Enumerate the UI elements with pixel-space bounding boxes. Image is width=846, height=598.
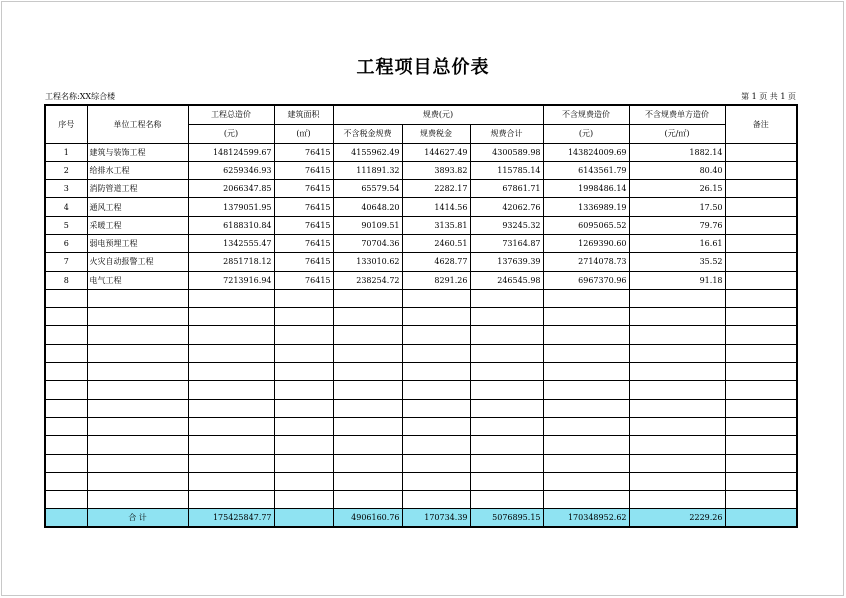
empty-cell xyxy=(402,326,470,344)
cell-fee-tax: 2460.51 xyxy=(402,234,470,252)
cell-cost-excl-fee: 6095065.52 xyxy=(543,216,629,234)
empty-cell xyxy=(274,326,333,344)
empty-cell xyxy=(188,454,274,472)
empty-cell xyxy=(87,363,188,381)
cell-cost-excl-fee: 1336989.19 xyxy=(543,198,629,216)
empty-cell xyxy=(274,399,333,417)
cell-unit-cost: 16.61 xyxy=(629,234,725,252)
empty-cell xyxy=(188,308,274,326)
empty-cell xyxy=(45,472,87,490)
header-cost-excl-fee: 不含规费造价 xyxy=(543,105,629,124)
empty-cell xyxy=(274,417,333,435)
empty-cell xyxy=(87,491,188,509)
empty-cell xyxy=(45,436,87,454)
empty-cell xyxy=(629,417,725,435)
cell-total-cost: 2851718.12 xyxy=(188,253,274,271)
cell-remark xyxy=(725,198,797,216)
empty-row xyxy=(45,436,797,454)
empty-cell xyxy=(725,308,797,326)
total-label: 合 计 xyxy=(87,509,188,527)
empty-cell xyxy=(543,399,629,417)
empty-cell xyxy=(333,381,402,399)
cell-area: 76415 xyxy=(274,253,333,271)
cell-seq: 7 xyxy=(45,253,87,271)
project-name: 工程名称:XX综合楼 xyxy=(45,92,116,101)
empty-cell xyxy=(274,308,333,326)
empty-cell xyxy=(333,308,402,326)
empty-cell xyxy=(470,399,543,417)
empty-cell xyxy=(470,472,543,490)
cell-fee-tax: 144627.49 xyxy=(402,143,470,161)
cell-remark xyxy=(725,234,797,252)
empty-cell xyxy=(402,417,470,435)
cell-unit-cost: 1882.14 xyxy=(629,143,725,161)
empty-cell xyxy=(543,344,629,362)
empty-cell xyxy=(188,363,274,381)
empty-cell xyxy=(188,417,274,435)
empty-cell xyxy=(402,399,470,417)
empty-cell xyxy=(543,326,629,344)
empty-cell xyxy=(470,454,543,472)
empty-cell xyxy=(629,491,725,509)
cell-name: 火灾自动报警工程 xyxy=(87,253,188,271)
cell-cost-excl-fee: 6967370.96 xyxy=(543,271,629,289)
total-fee-tax: 170734.39 xyxy=(402,509,470,527)
empty-row xyxy=(45,326,797,344)
cell-name: 消防管道工程 xyxy=(87,180,188,198)
empty-cell xyxy=(188,399,274,417)
cell-total-cost: 6188310.84 xyxy=(188,216,274,234)
empty-cell xyxy=(629,436,725,454)
empty-cell xyxy=(188,436,274,454)
empty-row xyxy=(45,344,797,362)
cell-unit-cost: 80.40 xyxy=(629,161,725,179)
cell-unit-cost: 17.50 xyxy=(629,198,725,216)
cell-cost-excl-fee: 1998486.14 xyxy=(543,180,629,198)
cell-fee-total: 42062.76 xyxy=(470,198,543,216)
cell-remark xyxy=(725,271,797,289)
table-row xyxy=(45,143,797,161)
empty-cell xyxy=(45,308,87,326)
cell-name: 给排水工程 xyxy=(87,161,188,179)
cell-fee-excl-tax: 4155962.49 xyxy=(333,143,402,161)
total-fee-excl-tax: 4906160.76 xyxy=(333,509,402,527)
cell-total-cost: 148124599.67 xyxy=(188,143,274,161)
header-seq: 序号 xyxy=(45,105,87,143)
empty-cell xyxy=(470,326,543,344)
cell-area: 76415 xyxy=(274,271,333,289)
header-fee-tax: 规费税金 xyxy=(402,124,470,143)
cell-fee-total: 67861.71 xyxy=(470,180,543,198)
cell-seq: 4 xyxy=(45,198,87,216)
total-cost-excl-fee: 170348952.62 xyxy=(543,509,629,527)
empty-cell xyxy=(45,417,87,435)
table-row xyxy=(45,234,797,252)
empty-cell xyxy=(274,454,333,472)
empty-cell xyxy=(725,454,797,472)
cell-seq: 3 xyxy=(45,180,87,198)
empty-row xyxy=(45,381,797,399)
empty-cell xyxy=(274,491,333,509)
header-name: 单位工程名称 xyxy=(87,105,188,143)
cost-table xyxy=(44,104,798,528)
empty-cell xyxy=(333,454,402,472)
empty-cell xyxy=(725,436,797,454)
empty-cell xyxy=(188,326,274,344)
empty-cell xyxy=(470,289,543,307)
header-area: 建筑面积 xyxy=(274,105,333,124)
cell-total-cost: 7213916.94 xyxy=(188,271,274,289)
total-row xyxy=(45,509,797,527)
table-row xyxy=(45,271,797,289)
empty-cell xyxy=(470,363,543,381)
empty-cell xyxy=(402,363,470,381)
empty-cell xyxy=(333,491,402,509)
cell-fee-tax: 1414.56 xyxy=(402,198,470,216)
empty-row xyxy=(45,363,797,381)
empty-cell xyxy=(470,344,543,362)
empty-cell xyxy=(402,454,470,472)
empty-cell xyxy=(87,454,188,472)
empty-cell xyxy=(402,472,470,490)
empty-cell xyxy=(629,363,725,381)
empty-cell xyxy=(543,454,629,472)
cell-cost-excl-fee: 2714078.73 xyxy=(543,253,629,271)
empty-cell xyxy=(725,363,797,381)
cell-name: 弱电预埋工程 xyxy=(87,234,188,252)
empty-cell xyxy=(274,344,333,362)
empty-cell xyxy=(333,472,402,490)
header-total-cost: 工程总造价 xyxy=(188,105,274,124)
cell-unit-cost: 91.18 xyxy=(629,271,725,289)
total-unit-cost: 2229.26 xyxy=(629,509,725,527)
cell-total-cost: 2066347.85 xyxy=(188,180,274,198)
cell-name: 建筑与装饰工程 xyxy=(87,143,188,161)
cell-fee-total: 4300589.98 xyxy=(470,143,543,161)
empty-cell xyxy=(87,344,188,362)
empty-cell xyxy=(333,289,402,307)
cell-name: 采暖工程 xyxy=(87,216,188,234)
empty-cell xyxy=(45,381,87,399)
empty-cell xyxy=(470,417,543,435)
empty-cell xyxy=(87,472,188,490)
total-remark xyxy=(725,509,797,527)
table-row xyxy=(45,253,797,271)
cell-unit-cost: 79.76 xyxy=(629,216,725,234)
empty-cell xyxy=(333,417,402,435)
empty-row xyxy=(45,472,797,490)
cell-fee-excl-tax: 40648.20 xyxy=(333,198,402,216)
cell-seq: 6 xyxy=(45,234,87,252)
empty-cell xyxy=(87,417,188,435)
cell-fee-tax: 4628.77 xyxy=(402,253,470,271)
empty-row xyxy=(45,289,797,307)
empty-row xyxy=(45,417,797,435)
cell-fee-excl-tax: 238254.72 xyxy=(333,271,402,289)
empty-cell xyxy=(543,417,629,435)
empty-cell xyxy=(470,436,543,454)
cell-fee-tax: 3135.81 xyxy=(402,216,470,234)
cell-remark xyxy=(725,161,797,179)
empty-cell xyxy=(470,491,543,509)
empty-row xyxy=(45,399,797,417)
header-fees: 规费(元) xyxy=(333,105,543,124)
empty-cell xyxy=(87,399,188,417)
empty-cell xyxy=(725,326,797,344)
empty-row xyxy=(45,454,797,472)
cell-area: 76415 xyxy=(274,161,333,179)
empty-cell xyxy=(543,363,629,381)
empty-cell xyxy=(402,308,470,326)
empty-cell xyxy=(188,289,274,307)
empty-cell xyxy=(725,344,797,362)
total-seq xyxy=(45,509,87,527)
cell-cost-excl-fee: 1269390.60 xyxy=(543,234,629,252)
header-fee-excl-tax: 不含税金规费 xyxy=(333,124,402,143)
empty-cell xyxy=(188,381,274,399)
empty-row xyxy=(45,308,797,326)
empty-cell xyxy=(274,363,333,381)
cell-fee-excl-tax: 111891.32 xyxy=(333,161,402,179)
empty-cell xyxy=(45,363,87,381)
empty-cell xyxy=(543,491,629,509)
total-cost: 175425847.77 xyxy=(188,509,274,527)
empty-cell xyxy=(333,436,402,454)
header-cost-excl-fee-unit: (元) xyxy=(543,124,629,143)
table-row xyxy=(45,161,797,179)
cell-fee-excl-tax: 90109.51 xyxy=(333,216,402,234)
cell-area: 76415 xyxy=(274,234,333,252)
empty-cell xyxy=(45,344,87,362)
empty-cell xyxy=(45,399,87,417)
empty-cell xyxy=(629,344,725,362)
empty-cell xyxy=(629,381,725,399)
header-unit-cost: 不含规费单方造价 xyxy=(629,105,725,124)
cell-name: 通风工程 xyxy=(87,198,188,216)
empty-cell xyxy=(543,472,629,490)
empty-cell xyxy=(87,381,188,399)
empty-cell xyxy=(188,344,274,362)
empty-cell xyxy=(543,436,629,454)
cell-area: 76415 xyxy=(274,198,333,216)
cell-fee-total: 93245.32 xyxy=(470,216,543,234)
cell-unit-cost: 26.15 xyxy=(629,180,725,198)
cell-area: 76415 xyxy=(274,143,333,161)
cell-unit-cost: 35.52 xyxy=(629,253,725,271)
empty-cell xyxy=(402,289,470,307)
empty-cell xyxy=(45,326,87,344)
cell-remark xyxy=(725,143,797,161)
total-fee-total: 5076895.15 xyxy=(470,509,543,527)
cell-fee-tax: 8291.26 xyxy=(402,271,470,289)
empty-cell xyxy=(470,381,543,399)
empty-cell xyxy=(333,399,402,417)
cell-seq: 2 xyxy=(45,161,87,179)
empty-cell xyxy=(402,344,470,362)
empty-cell xyxy=(725,289,797,307)
cell-fee-excl-tax: 70704.36 xyxy=(333,234,402,252)
empty-row xyxy=(45,491,797,509)
empty-cell xyxy=(45,289,87,307)
cell-name: 电气工程 xyxy=(87,271,188,289)
cell-seq: 8 xyxy=(45,271,87,289)
empty-cell xyxy=(274,289,333,307)
empty-cell xyxy=(629,472,725,490)
cell-area: 76415 xyxy=(274,216,333,234)
total-area xyxy=(274,509,333,527)
empty-cell xyxy=(725,417,797,435)
cell-remark xyxy=(725,253,797,271)
header-total-cost-unit: (元) xyxy=(188,124,274,143)
empty-cell xyxy=(402,381,470,399)
cell-total-cost: 6259346.93 xyxy=(188,161,274,179)
empty-cell xyxy=(333,326,402,344)
cell-fee-tax: 2282.17 xyxy=(402,180,470,198)
empty-cell xyxy=(87,308,188,326)
empty-cell xyxy=(629,289,725,307)
table-row xyxy=(45,180,797,198)
empty-cell xyxy=(402,491,470,509)
empty-cell xyxy=(629,308,725,326)
empty-cell xyxy=(188,472,274,490)
cell-area: 76415 xyxy=(274,180,333,198)
empty-cell xyxy=(402,436,470,454)
cell-seq: 5 xyxy=(45,216,87,234)
header-remark: 备注 xyxy=(725,105,797,143)
empty-cell xyxy=(333,344,402,362)
empty-cell xyxy=(725,381,797,399)
header-unit-cost-unit: (元/㎡) xyxy=(629,124,725,143)
empty-cell xyxy=(274,381,333,399)
page-info: 第 1 页 共 1 页 xyxy=(741,92,796,101)
cell-fee-excl-tax: 133010.62 xyxy=(333,253,402,271)
empty-cell xyxy=(87,326,188,344)
empty-cell xyxy=(333,363,402,381)
empty-cell xyxy=(87,289,188,307)
empty-cell xyxy=(87,436,188,454)
cell-total-cost: 1342555.47 xyxy=(188,234,274,252)
cell-remark xyxy=(725,216,797,234)
cell-fee-excl-tax: 65579.54 xyxy=(333,180,402,198)
header-area-unit: (㎡) xyxy=(274,124,333,143)
empty-cell xyxy=(725,472,797,490)
header-fee-total: 规费合计 xyxy=(470,124,543,143)
empty-cell xyxy=(274,472,333,490)
empty-cell xyxy=(725,491,797,509)
cell-total-cost: 1379051.95 xyxy=(188,198,274,216)
empty-cell xyxy=(543,381,629,399)
cell-fee-tax: 3893.82 xyxy=(402,161,470,179)
empty-cell xyxy=(45,454,87,472)
empty-cell xyxy=(45,491,87,509)
cell-seq: 1 xyxy=(45,143,87,161)
cell-fee-total: 73164.87 xyxy=(470,234,543,252)
empty-cell xyxy=(470,308,543,326)
cell-remark xyxy=(725,180,797,198)
empty-cell xyxy=(629,454,725,472)
cell-fee-total: 115785.14 xyxy=(470,161,543,179)
cell-fee-total: 137639.39 xyxy=(470,253,543,271)
empty-cell xyxy=(543,308,629,326)
empty-cell xyxy=(629,326,725,344)
table-row xyxy=(45,216,797,234)
cell-cost-excl-fee: 143824009.69 xyxy=(543,143,629,161)
cell-fee-total: 246545.98 xyxy=(470,271,543,289)
empty-cell xyxy=(188,491,274,509)
page-title: 工程项目总价表 xyxy=(356,57,490,78)
empty-cell xyxy=(274,436,333,454)
empty-cell xyxy=(543,289,629,307)
empty-cell xyxy=(725,399,797,417)
table-row xyxy=(45,198,797,216)
cell-cost-excl-fee: 6143561.79 xyxy=(543,161,629,179)
empty-cell xyxy=(629,399,725,417)
